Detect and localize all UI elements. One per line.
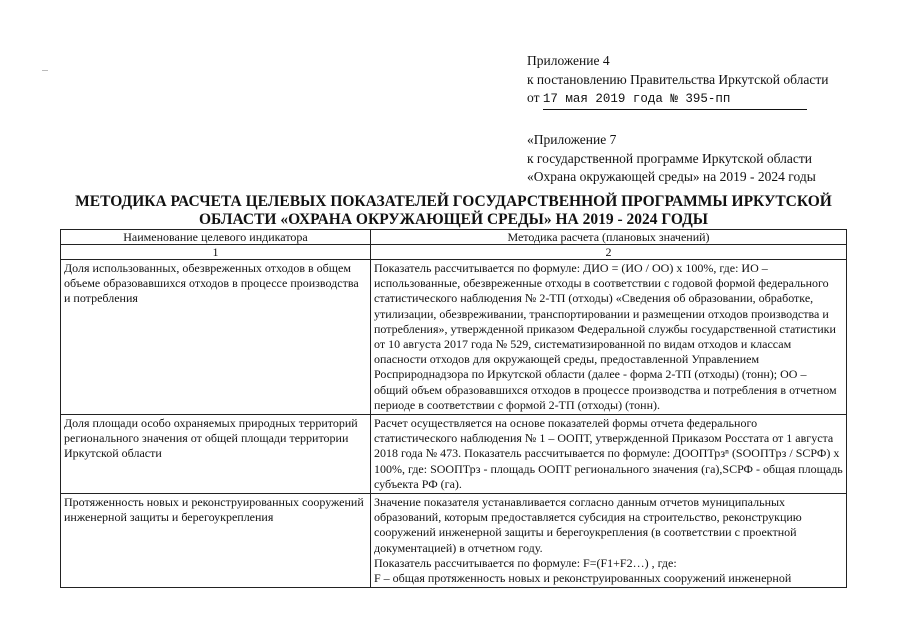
table-number-row <box>61 245 847 260</box>
method-cell: Показатель рассчитывается по формуле: ДИО = (ИО / ОО) х 100%, где: ИО – использованные, обезвреженные отходы в соответствии с годовой формой федерального статистического наблюдения № 2-ТП (отходы) «Сведения об образовании, обработке, утилизации, обезвреживании, транспортировании и размещении отходов производства и потребления», утвержденной приказом Федеральной службы государственной статистики от 10 августа 2017 года № 529, систематизированной по видам отходов и классам опасности отходов для окружающей среды, предоставленной Управлением Росприроднадзора по Иркутской области (далее - форма 2-ТП (отходы) (тонн); ОО – общий объем образовавшихся отходов в процессе производства и потребления в отчетном периоде в соответствии с формой 2-ТП (отходы) (тонн). <box>371 260 847 415</box>
appendix-decree: к постановлению Правительства Иркутской области <box>527 71 829 87</box>
table-header-row <box>61 230 847 245</box>
header-method: Методика расчета (плановых значений) <box>371 230 847 245</box>
appendix-date-prefix: от <box>527 90 543 105</box>
method-paragraph: F – общая протяженность новых и реконструированных сооружений инженерной <box>374 571 792 586</box>
method-paragraph: Значение показателя устанавливается согласно данным отчетов муниципальных образований, которым предоставляется субсидия на строительство, реконструкцию сооружений инженерной защиты и берегоукрепления (в соответствии с проектной документацией) в отчетном году. <box>374 495 802 555</box>
program-appendix-number: «Приложение 7 <box>527 132 617 147</box>
margin-mark <box>42 70 48 71</box>
table-row <box>61 415 847 494</box>
document-title-line2: ОБЛАСТИ «ОХРАНА ОКРУЖАЮЩЕЙ СРЕДЫ» НА 2019 - 2024 ГОДЫ <box>198 211 709 228</box>
column-number-1: 1 <box>61 245 371 260</box>
program-appendix <box>527 131 816 187</box>
appendix-date-line <box>527 89 828 110</box>
document-title <box>60 193 847 229</box>
indicator-cell: Доля использованных, обезвреженных отходов в общем объеме образовавшихся отходов в процессе производства и потребления <box>61 260 371 415</box>
table-row <box>61 494 847 588</box>
indicator-cell: Протяженность новых и реконструированных сооружений инженерной защиты и берегоукрепления <box>61 494 371 588</box>
program-appendix-ref: к государственной программе Иркутской области <box>527 150 813 166</box>
header-indicator: Наименование целевого индикатора <box>61 230 371 245</box>
method-paragraph: Показатель рассчитывается по формуле: F=(F1+F2…) , где: <box>374 555 677 570</box>
appendix-date-value: 17 мая 2019 года № 395-пп <box>542 92 731 106</box>
method-cell: Расчет осуществляется на основе показателей формы отчета федерального статистического наблюдения № 1 – ООПТ, утвержденной Приказом Росстата от 1 августа 2018 года № 473. Показатель рассчитывается по формуле: ДООПТрзⁿ (SOОПТрз / SCРФ) х 100%, где: SOОПТрз - площадь ООПТ регионального значения (га),SCРФ - общая площадь субъекта РФ (га). <box>371 415 847 494</box>
indicator-cell: Доля площади особо охраняемых природных территорий регионального значения от общей площади территории Иркутской области <box>61 415 371 494</box>
appendix-number: Приложение 4 <box>527 53 610 68</box>
method-cell <box>371 494 847 588</box>
table-row <box>61 260 847 415</box>
program-appendix-name: «Охрана окружающей среды» на 2019 - 2024 годы <box>527 169 816 184</box>
column-number-2: 2 <box>371 245 847 260</box>
appendix-header <box>527 52 828 110</box>
appendix-date-value-line <box>543 89 807 110</box>
indicators-table <box>60 229 847 588</box>
document-title-line1: МЕТОДИКА РАСЧЕТА ЦЕЛЕВЫХ ПОКАЗАТЕЛЕЙ ГОСУДАРСТВЕННОЙ ПРОГРАММЫ ИРКУТСКОЙ <box>75 193 832 210</box>
